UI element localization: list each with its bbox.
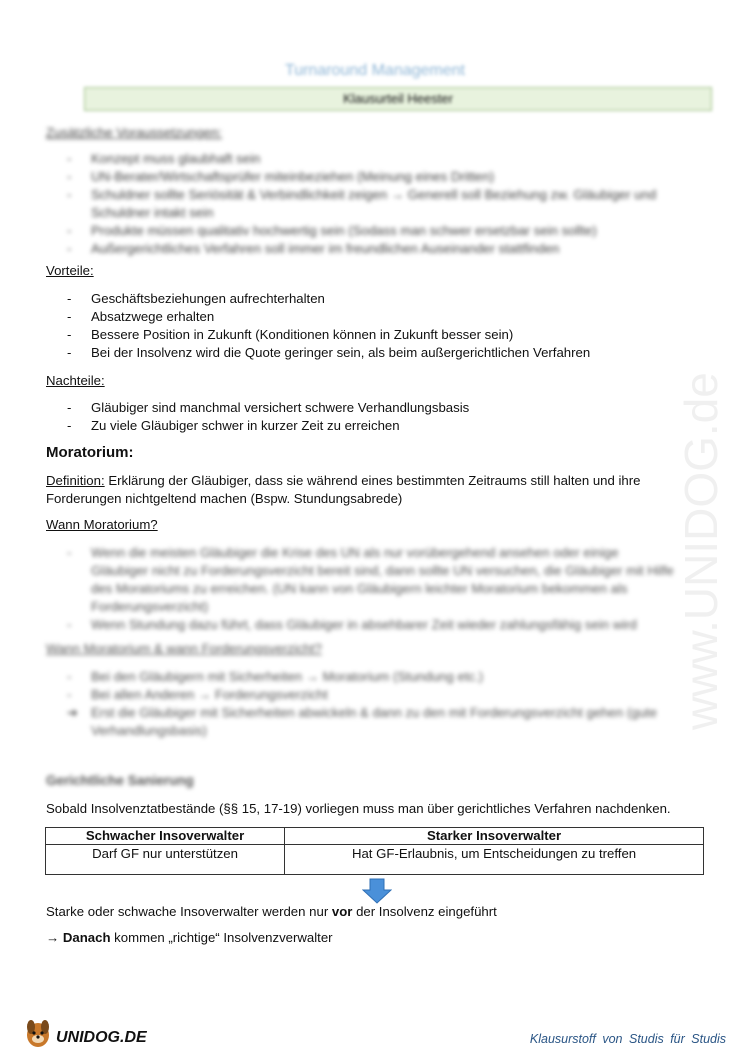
list-item: - Produkte müssen qualitativ hochwertig sein (Sodass man schwer ersetzbar sein sollte): [67, 223, 597, 238]
unidog-logo: [22, 1015, 157, 1051]
list-item-continuation: Schuldner intakt sein: [91, 205, 214, 220]
table-header-stark: Starker Insoverwalter: [285, 828, 704, 845]
wann-moratorium-list: [67, 544, 674, 634]
list-item: - Gläubiger sind manchmal versichert schwere Verhandlungsbasis: [67, 400, 470, 415]
list-item-continuation: Forderungsverzicht): [91, 599, 209, 614]
footer-tagline: Klausurstoff von Studis für Studis: [529, 1032, 726, 1046]
definition-text: Erklärung der Gläubiger, dass sie während eines bestimmten Zeitraums still halten und ihre: [104, 473, 641, 488]
table-header-schwach: Schwacher Insoverwalter: [46, 828, 285, 845]
sanierung-note: Starke oder schwache Insoverwalter werden nur vor der Insolvenz eingeführt: [46, 904, 497, 919]
list-item: - Außergerichtliches Verfahren soll immer im freundlichen Auseinander stattfinden: [67, 241, 560, 256]
list-item: - Geschäftsbeziehungen aufrechterhalten: [67, 291, 325, 306]
list-item: - UN-Berater/Wirtschaftsprüfer miteinbeziehen (Meinung eines Dritten): [67, 169, 495, 184]
moratorium-heading: Moratorium:: [46, 444, 134, 461]
document-title: Turnaround Management: [285, 62, 465, 79]
wann-verzicht-heading: Wann Moratorium & wann Forderungsverzicht?: [46, 641, 322, 656]
list-item: - Bessere Position in Zukunft (Konditionen können in Zukunft besser sein): [67, 327, 514, 342]
sanierung-intro: Sobald Insolvenztatbestände (§§ 15, 17-19) vorliegen muss man über gerichtliches Verfahren nachdenken.: [46, 801, 671, 816]
sanierung-after: → Danach kommen „richtige“ Insolvenzverwalter: [46, 930, 333, 945]
vorteile-list: [67, 290, 590, 362]
logo-text: UNIDOG.DE: [56, 1029, 147, 1046]
vorteile-heading: Vorteile:: [46, 263, 94, 278]
verzicht-list: [67, 668, 657, 740]
nachteile-heading: Nachteile:: [46, 373, 105, 388]
list-item-continuation: Verhandlungsbasis): [91, 723, 207, 738]
voraussetzungen-list: [67, 150, 656, 258]
definition-text-line2: Forderungen nichtgeltend machen (Bspw. Stundungsabrede): [46, 491, 403, 506]
watermark: [672, 270, 742, 740]
list-item: - Wenn die meisten Gläubiger die Krise des UN als nur vorübergehend ansehen oder einige: [67, 545, 619, 560]
table-cell-stark: Hat GF-Erlaubnis, um Entscheidungen zu treffen: [285, 845, 704, 875]
list-item: - Bei den Gläubigern mit Sicherheiten → Moratorium (Stundung etc.): [67, 669, 484, 684]
insoverwalter-table: [45, 827, 704, 875]
wann-moratorium-heading: Wann Moratorium?: [46, 517, 158, 532]
list-item: - Bei der Insolvenz wird die Quote geringer sein, als beim außergerichtlichen Verfahren: [67, 345, 591, 360]
table-cell-schwach: Darf GF nur unterstützen: [46, 845, 285, 875]
down-arrow-icon: [362, 878, 392, 904]
sanierung-heading: Gerichtliche Sanierung: [46, 773, 194, 788]
list-item: - Schuldner sollte Seriösität & Verbindlichkeit zeigen → Generell soll Beziehung zw. Gläubiger und: [67, 187, 657, 202]
list-item: - Absatzwege erhalten: [67, 309, 215, 324]
watermark-text: www.UNIDOG.de: [675, 372, 727, 730]
list-item: - Wenn Stundung dazu führt, dass Gläubiger in absehbarer Zeit wieder zahlungsfähig sein wird: [67, 617, 637, 632]
list-item: - Bei allen Anderen → Forderungsverzicht: [67, 687, 328, 702]
list-item: - Zu viele Gläubiger schwer in kurzer Zeit zu erreichen: [67, 418, 400, 433]
voraussetzungen-heading: Zusätzliche Voraussetzungen:: [46, 125, 222, 140]
list-item: - Konzept muss glaubhaft sein: [67, 151, 261, 166]
list-item: ➔ Erst die Gläubiger mit Sicherheiten abwickeln & dann zu den mit Forderungsverzicht gehen (gute: [67, 705, 657, 720]
list-item-continuation: Gläubiger nicht zu Forderungsverzicht bereit sind, dann sollte UN versuchen, die Gläubiger mit Hilfe: [91, 563, 674, 578]
section-title-box: Klausurteil Heester: [84, 87, 712, 111]
list-item-continuation: des Moratoriums zu erreichen. (UN kann von Gläubigern leichter Moratorium bekommen als: [91, 581, 628, 596]
definition-label: Definition:: [46, 473, 105, 488]
moratorium-definition: [46, 472, 706, 508]
nachteile-list: [67, 399, 469, 435]
